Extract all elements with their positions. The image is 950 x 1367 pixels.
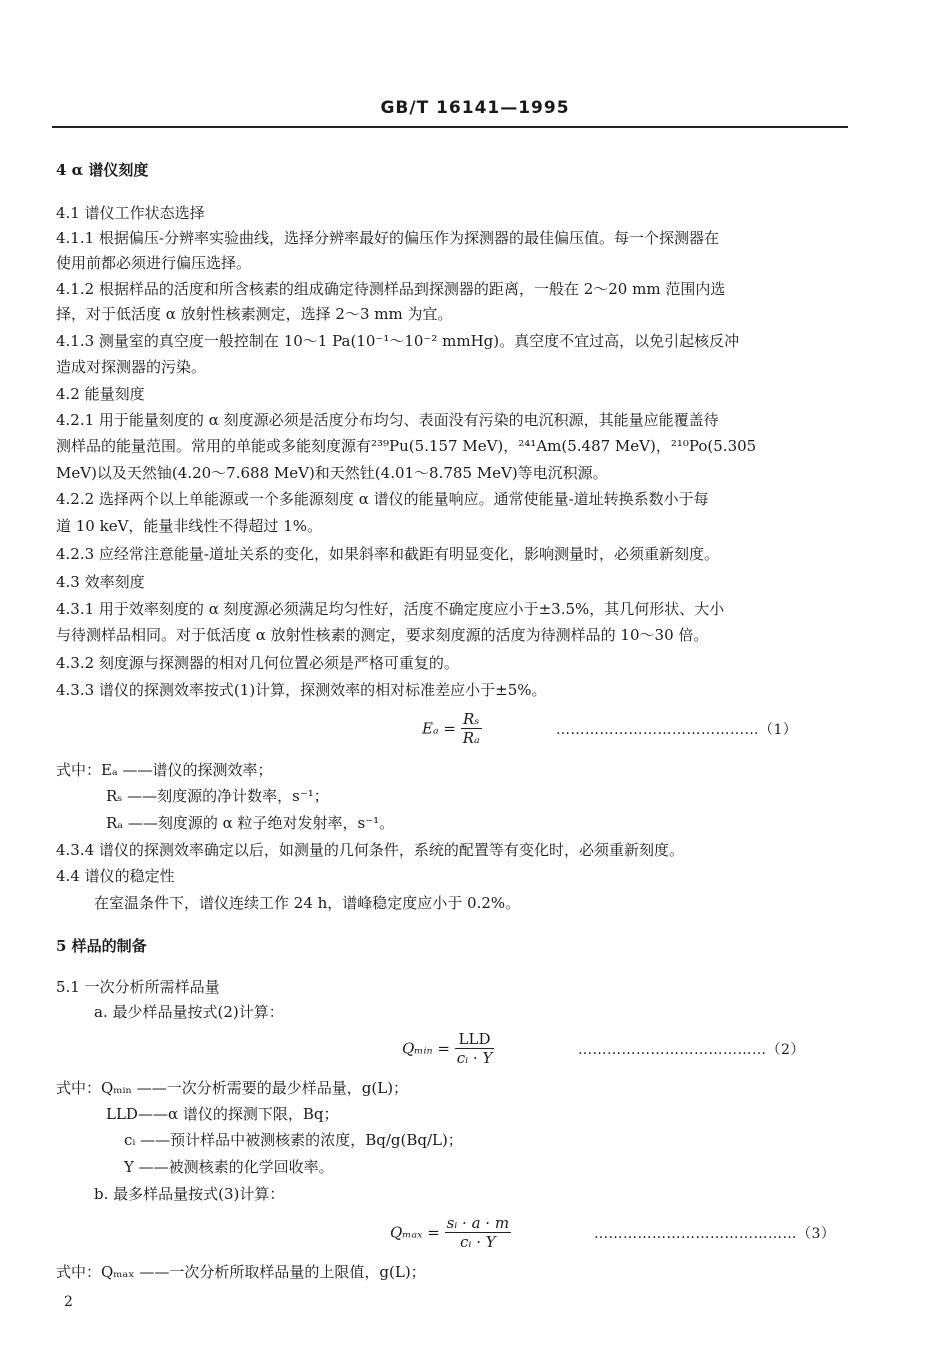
page-header-title: GB/T 16141—1995 [380, 98, 570, 118]
paragraph-line: 4.1.1 根据偏压-分辨率实验曲线，选择分辨率最好的偏压作为探测器的最佳偏压值。每一个探测器在 [56, 229, 720, 247]
subsection-heading-4-1: 4.1 谱仪工作状态选择 [56, 204, 205, 222]
where-line: Y ——被测核素的化学回收率。 [124, 1158, 334, 1176]
where-line: 式中：Qₘᵢₙ ——一次分析需要的最少样品量，g(L)； [56, 1079, 409, 1097]
formula-numerator: sᵢ · a · m [446, 1214, 510, 1232]
paragraph-line: 4.3.3 谱仪的探测效率按式(1)计算，探测效率的相对标准差应小于±5%。 [56, 681, 547, 699]
formula-lhs: Qₘₐₓ = [390, 1223, 440, 1242]
paragraph-line: 4.2.3 应经常注意能量-道址关系的变化，如果斜率和截距有明显变化，影响测量时，必须重新刻度。 [56, 545, 720, 563]
page-number: 2 [64, 1294, 73, 1310]
section-heading-5: 5 样品的制备 [56, 937, 147, 955]
list-item: a. 最少样品量按式(2)计算： [94, 1003, 284, 1021]
formula-numerator: LLD [455, 1030, 495, 1049]
subsection-heading-4-2: 4.2 能量刻度 [56, 385, 145, 403]
paragraph-line: 4.1.3 测量室的真空度一般控制在 10～1 Pa(10⁻¹～10⁻² mmHg)。真空度不宜过高，以免引起核反冲 [56, 332, 740, 350]
paragraph-line: 4.1.2 根据样品的活度和所含核素的组成确定待测样品到探测器的距离，一般在 2～20 mm 范围内选 [56, 280, 726, 298]
formula-lhs: Eₐ = [422, 719, 456, 738]
paragraph-line: 道 10 keV，能量非线性不得超过 1%。 [56, 517, 322, 535]
where-line: LLD——α 谱仪的探测下限，Bq； [106, 1105, 339, 1123]
paragraph-line: 4.2.2 选择两个以上单能源或一个多能源刻度 α 谱仪的能量响应。通常使能量-道址转换系数小于每 [56, 490, 709, 508]
equation-number: （2） [766, 1042, 805, 1058]
formula-lhs: Qₘᵢₙ = [402, 1039, 450, 1058]
where-line: 式中：Eₐ ——谱仪的探测效率； [56, 761, 273, 779]
section-heading-4: 4 α 谱仪刻度 [56, 161, 149, 179]
list-item: b. 最多样品量按式(3)计算： [94, 1185, 285, 1203]
formula-3-number: ……………………………………（3） [594, 1226, 836, 1242]
formula-denominator: cᵢ · Y [456, 1049, 493, 1067]
where-line: Rₛ ——刻度源的净计数率，s⁻¹； [106, 787, 329, 805]
formula-fraction [445, 1214, 512, 1251]
subsection-heading-4-3: 4.3 效率刻度 [56, 573, 145, 591]
paragraph-line: 4.2.1 用于能量刻度的 α 刻度源必须是活度分布均匀、表面没有污染的电沉积源，其能量应能覆盖待 [56, 411, 719, 429]
where-line: 式中：Qₘₐₓ ——一次分析所取样品量的上限值，g(L)； [56, 1263, 426, 1281]
where-line: Rₐ ——刻度源的 α 粒子绝对发射率，s⁻¹。 [106, 814, 395, 832]
paragraph-line: 4.3.4 谱仪的探测效率确定以后，如测量的几何条件，系统的配置等有变化时，必须重新刻度。 [56, 841, 684, 859]
formula-denominator: cᵢ · Y [460, 1233, 496, 1251]
paragraph-line: MeV)以及天然铀(4.20～7.688 MeV)和天然钍(4.01～8.785 MeV)等电沉积源。 [56, 464, 608, 482]
subsection-heading-5-1: 5.1 一次分析所需样品量 [56, 978, 220, 996]
formula-numerator: Rₛ [461, 710, 482, 729]
formula-fraction [461, 710, 482, 747]
paragraph-line: 4.3.2 刻度源与探测器的相对几何位置必须是严格可重复的。 [56, 654, 459, 672]
where-line: cᵢ ——预计样品中被测核素的浓度，Bq/g(Bq/L)； [124, 1131, 463, 1149]
formula-1-number: ……………………………………（1） [556, 722, 798, 738]
paragraph-line: 择，对于低活度 α 放射性核素测定，选择 2～3 mm 为宜。 [56, 305, 453, 323]
formula-2-number: …………………………………（2） [578, 1042, 805, 1058]
subsection-heading-4-4: 4.4 谱仪的稳定性 [56, 867, 175, 885]
formula-3 [390, 1214, 511, 1251]
formula-fraction [455, 1030, 495, 1067]
formula-2 [402, 1030, 494, 1067]
formula-denominator: Rₐ [462, 729, 480, 747]
paragraph-line: 与待测样品相同。对于低活度 α 放射性核素的测定，要求刻度源的活度为待测样品的 10～30 倍。 [56, 626, 709, 644]
paragraph-line: 测样品的能量范围。常用的单能或多能刻度源有²³⁹Pu(5.157 MeV)，²⁴¹Am(5.487 MeV)，²¹⁰Po(5.305 [56, 437, 757, 455]
paragraph-line: 在室温条件下，谱仪连续工作 24 h，谱峰稳定度应小于 0.2%。 [94, 894, 521, 912]
paragraph-line: 4.3.1 用于效率刻度的 α 刻度源必须满足均匀性好，活度不确定度应小于±3.5%，其几何形状、大小 [56, 600, 725, 618]
formula-1 [422, 710, 482, 747]
header-rule [52, 126, 848, 128]
equation-number: （3） [797, 1226, 836, 1242]
paragraph-line: 造成对探测器的污染。 [56, 358, 207, 376]
paragraph-line: 使用前都必须进行偏压选择。 [56, 254, 252, 272]
equation-number: （1） [759, 722, 798, 738]
